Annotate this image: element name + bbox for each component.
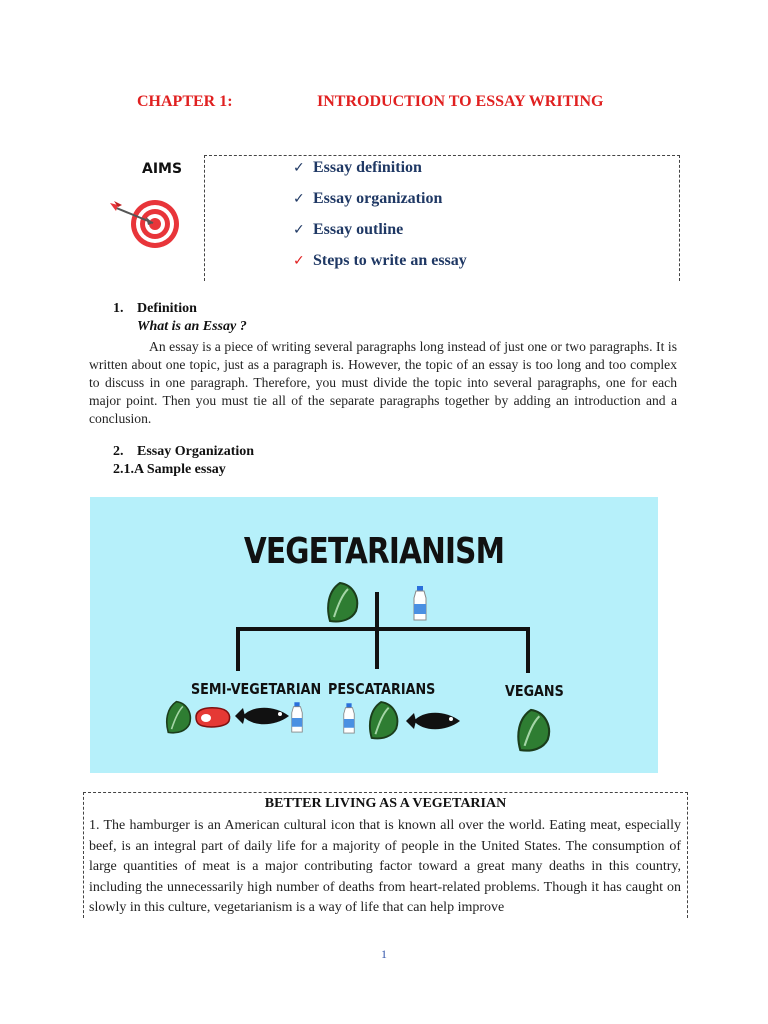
chapter-number: CHAPTER 1: (137, 93, 233, 110)
essay-text: 1. The hamburger is an American cultural icon that is known all over the world. Eating meat, especially beef, is an integral part of daily life for a majority of people in the United States. The consumption of large quantities of meat is a major contributing factor toward a great many deaths in this country, including the unnecessarily high number of deaths from heart-related problems. Though it has caught on slowly in this culture, vegetarianism is a way of life that can help improve (89, 818, 681, 915)
essay-title: BETTER LIVING AS A VEGETARIAN (264, 796, 507, 811)
aim-item: ✓ Essay definition (293, 159, 422, 176)
aim-item: ✓ Essay organization (293, 190, 443, 207)
vegetarianism-diagram (90, 497, 658, 773)
branch-label-vegans: VEGANS (505, 682, 564, 700)
steak-icon (193, 705, 233, 729)
definition-paragraph: An essay is a piece of writing several paragraphs long instead of just one or two paragraphs. It is written about one topic, just as a paragraph is. However, the topic of an essay is too long and too complex to discuss in one paragraph. Therefore, you must divide the topic into several paragraphs, one for each major point. Then you must tie all of the separate paragraphs together by adding an introduction and a conclusion. (89, 339, 677, 426)
fish-icon (233, 704, 291, 728)
aims-label: AIMS (142, 161, 183, 177)
checkmark-icon: ✓ (293, 253, 305, 269)
lettuce-icon (514, 707, 552, 753)
sample-essay-subheading: 2.1.A Sample essay (113, 462, 226, 477)
aims-box (204, 155, 680, 281)
checkmark-icon: ✓ (293, 191, 305, 207)
aim-item: ✓ Essay outline (293, 221, 404, 238)
lettuce-icon (366, 700, 400, 740)
page-number: 1 (381, 947, 387, 961)
branch-label-semi-vegetarian: SEMI-VEGETARIAN (191, 680, 322, 698)
chapter-name: INTRODUCTION TO ESSAY WRITING (317, 93, 604, 110)
diagram-title: VEGETARIANISM (243, 531, 505, 572)
definition-question: What is an Essay ? (137, 319, 247, 334)
sample-essay-box (83, 792, 688, 918)
aim-item: ✓ Steps to write an essay (293, 252, 467, 269)
chapter-title (137, 93, 657, 117)
target-arrow-icon (108, 197, 184, 249)
fish-icon (404, 709, 462, 733)
milk-bottle-icon (290, 702, 304, 734)
section-heading-definition: 1. Definition (113, 301, 197, 316)
lettuce-icon (163, 700, 193, 734)
checkmark-icon: ✓ (293, 160, 305, 176)
lettuce-icon (324, 581, 360, 623)
section-heading-organization: 2. Essay Organization (113, 444, 255, 459)
checkmark-icon: ✓ (293, 222, 305, 238)
branch-label-pescatarians: PESCATARIANS (328, 680, 436, 698)
milk-bottle-icon (342, 703, 356, 735)
milk-bottle-icon (412, 586, 428, 622)
